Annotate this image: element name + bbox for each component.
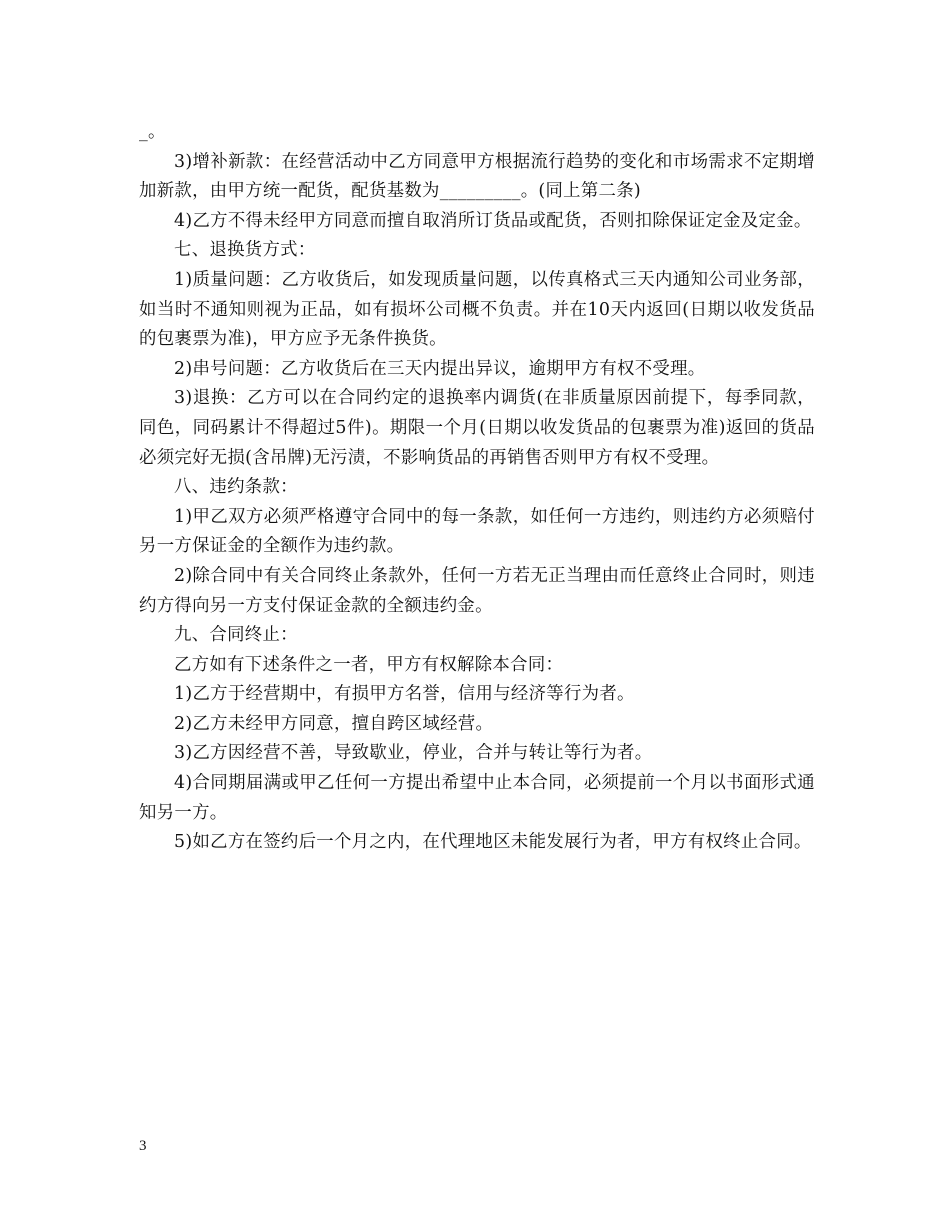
- clause-quality-issues: 1)质量问题：乙方收货后，如发现质量问题，以传真格式三天内通知公司业务部，如当时不通知则视为正品，如有损坏公司概不负责。并在10天内返回(日期以收发货品的包裹票为准)，甲方应予无条件换货。: [139, 269, 815, 350]
- termination-condition-2: 2)乙方未经甲方同意，擅自跨区域经营。: [174, 713, 494, 734]
- termination-intro: 乙方如有下述条件之一者，甲方有权解除本合同：: [174, 654, 564, 675]
- section-heading-breach: 八、违约条款：: [174, 477, 298, 498]
- clause-breach-termination: 2)除合同中有关合同终止条款外，任何一方若无正当理由而任意终止合同时，则违约方得向另一方支付保证金款的全额违约金。: [139, 565, 815, 616]
- section-heading-returns: 七、退换货方式：: [174, 240, 316, 261]
- termination-condition-5: 5)如乙方在签约后一个月之内，在代理地区未能发展行为者，甲方有权终止合同。: [174, 832, 812, 853]
- clause-add-new-styles: 3)增补新款：在经营活动中乙方同意甲方根据流行趋势的变化和市场需求不定期增加新款，由甲方统一配货，配货基数为_________。(同上第二条): [139, 151, 815, 202]
- document-body: [139, 118, 815, 858]
- termination-condition-4: 4)合同期届满或甲乙任何一方提出希望中止本合同，必须提前一个月以书面形式通知另一方。: [139, 773, 815, 823]
- clause-serial-number-issues: 2)串号问题：乙方收货后在三天内提出异议，逾期甲方有权不受理。: [174, 358, 706, 379]
- clause-no-unauthorized-cancel: 4)乙方不得未经甲方同意而擅自取消所订货品或配货，否则扣除保证定金及定金。: [174, 210, 812, 231]
- termination-condition-1: 1)乙方于经营期中，有损甲方名誉，信用与经济等行为者。: [174, 684, 635, 705]
- termination-condition-3: 3)乙方因经营不善，导致歇业，停业，合并与转让等行为者。: [174, 743, 653, 764]
- clause-exchange: 3)退换：乙方可以在合同约定的退换率内调货(在非质量原因前提下，每季同款，同色，同码累计不得超过5件)。期限一个月(日期以收发货品的包裹票为准)返回的货品必须完好无损(含吊牌)无污渍，不影响货品的再销售否则甲方有权不受理。: [139, 388, 815, 468]
- paragraph-continuation: _。: [139, 122, 166, 142]
- page-number: 3: [139, 1138, 147, 1154]
- clause-breach-deposit: 1)甲乙双方必须严格遵守合同中的每一条款，如任何一方违约，则违约方必须赔付另一方保证金的全额作为违约款。: [139, 506, 815, 557]
- section-heading-termination: 九、合同终止：: [174, 625, 298, 646]
